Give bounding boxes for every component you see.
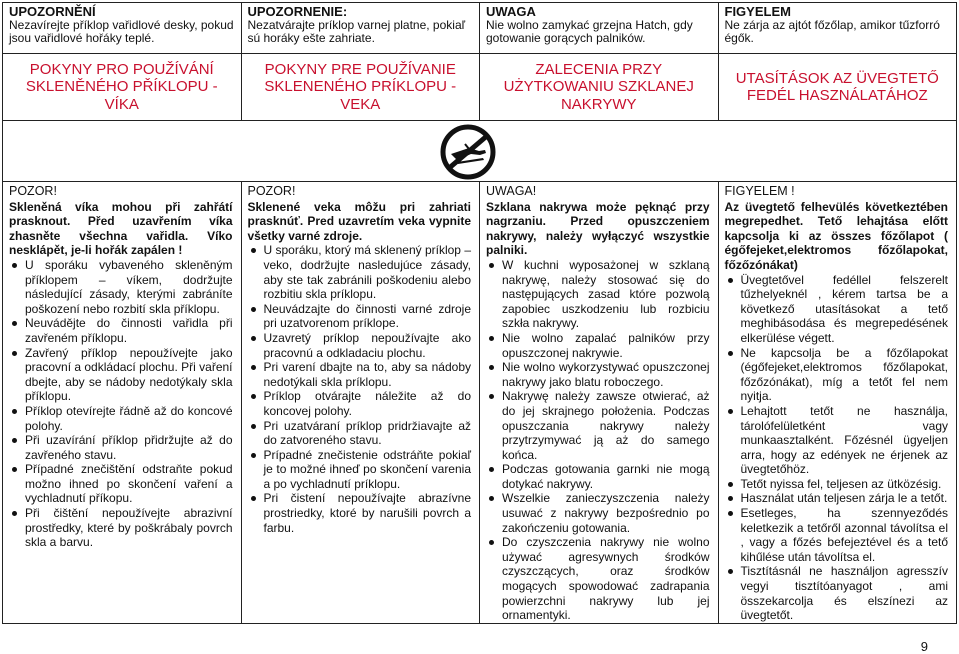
list-item: Při čištění nepoužívejte abrazivní prostředky, které by poškrábaly povrch skla a barvu.: [25, 506, 233, 550]
list-item: Při uzavírání příklop přidržujte až do zavřeného stavu.: [25, 433, 233, 462]
list-item: Nie wolno wykorzystywać opuszczonej nakrywy jako blatu roboczego.: [502, 360, 710, 389]
warning-cell-cz: [3, 3, 242, 54]
list-item: W kuchni wyposażonej w szklaną nakrywę, należy stosować się do następujących zasad które pozwolą zapobiec uszkodzeniu lub rozbiciu szkła nakrywy.: [502, 257, 710, 331]
list-item: U sporáku, ktorý má sklenený príklop – veko, dodržujte nasledujúce zásady, aby ste tak zabránili poškodeniu alebo rozbitiu skla príklopu.: [263, 243, 471, 302]
warning-text: Nezatvárajte príklop varnej platne, pokiaľ sú horáky ešte zahriate.: [247, 18, 466, 46]
section-title-pl: ZALECENIA PRZY UŻYTKOWANIU SZKLANEJ NAKRYWY: [480, 54, 719, 121]
list-item: Prípadné znečistenie odstráňte pokiaľ je to možné ihneď po skončení varenia a po vychladnutí príklopu.: [263, 447, 471, 491]
warning-cell-pl: [480, 3, 719, 54]
list-item: Nakrywę należy zawsze otwierać, aż do jej skrajnego położenia. Podczas opuszczania nakrywy należy przytrzymywać ją aż do samego końca.: [502, 389, 710, 462]
warning-text: Nie wolno zamykać grzejna Hatch, gdy gotowanie gorących palników.: [486, 18, 693, 46]
instruction-list: [248, 243, 472, 535]
warning-cell-hu: [718, 3, 957, 54]
page-number: 9: [920, 639, 928, 654]
list-item: U sporáku vybaveného skleněným příklopem – víkem, dodržujte následující zásady, kterými zabráníte poškození nebo rozbití skla příklopu.: [25, 257, 233, 316]
warning-text: Nezavírejte příklop vařidlové desky, pokud jsou vařidlové hořáky teplé.: [9, 18, 234, 46]
body-intro: Szklana nakrywa może pęknąć przy nagrzaniu. Przed opuszczeniem nakrywy, należy wyłączyć wszystkie palniki.: [486, 199, 710, 258]
warning-title: UWAGA: [486, 4, 536, 19]
list-item: Pri varení dbajte na to, aby sa nádoby nedotýkali skla príklopu.: [263, 360, 471, 389]
body-cell-hu: [718, 182, 957, 624]
warning-title: UPOZORNĚNÍ: [9, 4, 96, 19]
body-intro: Az üvegtető felhevülés következtében megrepedhet. Tető lehajtása előtt kapcsolja ki az összes főzőlapot ( égőfejeket,elektromos főzőlapokat, főzőzónákat): [724, 199, 948, 272]
warning-text: Ne zárja az ajtót főzőlap, amikor tűzforró égők.: [724, 18, 940, 46]
icon-row: [3, 121, 957, 182]
body-cell-sk: [241, 182, 480, 624]
no-pressing-on-glass-lid-icon: [435, 124, 501, 180]
list-item: Uzavretý príklop nepoužívajte ako pracovnú a odkladaciu plochu.: [263, 330, 471, 360]
body-cell-pl: [480, 182, 719, 624]
list-item: Tetőt nyissa fel, teljesen az ütközésig.: [741, 477, 949, 492]
warning-row: [3, 3, 957, 54]
body-intro: Skleněná víka mohou při zahřátí prasknout. Před uzavřením víka zhasněte všechna vařidla. Víko nesklápět, je-li hořák zapálen !: [9, 199, 233, 258]
list-item: Príklop otvárajte náležite až do koncovej polohy.: [263, 389, 471, 418]
body-warning: UWAGA!: [486, 184, 537, 198]
list-item: Podczas gotowania garnki nie mogą dotykać nakrywy.: [502, 462, 710, 491]
title-row: [3, 54, 957, 121]
section-title-sk: POKYNY PRE POUŽÍVANIE SKLENENÉHO PRÍKLOPU - VEKA: [241, 54, 480, 121]
list-item: Neuvádzajte do činnosti varné zdroje pri uzatvorenom príklope.: [263, 301, 471, 331]
warning-title: UPOZORNENIE:: [247, 4, 348, 19]
list-item: Případné znečištění odstraňte pokud možno ihned po skončení vaření a vychladnutí příkopu.: [25, 462, 233, 506]
body-intro: Sklenené veka môžu pri zahriati prasknúť. Pred uzavretím veka vypnite všetky varné zdroje.: [247, 199, 471, 243]
warning-title: FIGYELEM: [724, 4, 791, 19]
list-item: Nie wolno zapalać palników przy opuszczonej nakrywie.: [502, 330, 710, 360]
list-item: Příklop otevírejte řádně až do koncové polohy.: [25, 403, 233, 433]
instruction-list: [725, 273, 949, 623]
list-item: Üvegtetővel fedéllel felszerelt tűzhelyeknél , kérem tartsa be a következő utasításokat a tető meghibásodása és megrepedésének elkerülése végett.: [740, 272, 948, 345]
list-item: Neuvádějte do činnosti vařidla při zavřeném příklopu.: [25, 316, 233, 345]
instruction-list: [9, 258, 233, 550]
list-item: Pri uzatváraní príklop pridržiavajte až do zatvoreného stavu.: [263, 418, 471, 448]
body-warning: POZOR!: [9, 184, 57, 198]
section-title-cz: POKYNY PRO POUŽÍVÁNÍ SKLENĚNÉHO PŘÍKLOPU - VÍKA: [3, 54, 242, 121]
icon-cell: [3, 121, 957, 182]
warning-cell-sk: [241, 3, 480, 54]
list-item: Tisztításnál ne használjon agresszív vegyi tisztítóanyagot , ami összekarcolja és elszínezi az üvegtetőt.: [740, 564, 948, 623]
list-item: Wszelkie zanieczyszczenia należy usuwać z nakrywy bezpośrednio po zakończeniu gotowania.: [502, 491, 710, 535]
list-item: Lehajtott tetőt ne használja, tárolófelületként vagy munkaasztalként. Főzésnél ügyeljen arra, hogy az edények ne érjenek az üvegtetőhöz.: [740, 403, 948, 477]
list-item: Do czyszczenia nakrywy nie wolno używać agresywnych środków czyszczących, oraz środków mogących spowodować zadrapania powierzchni nakrywy lub jej ornamentyki.: [502, 535, 710, 623]
list-item: Pri čistení nepoužívajte abrazívne prostriedky, ktoré by narušili povrch a farbu.: [263, 491, 471, 535]
list-item: Esetleges, ha szennyeződés keletkezik a tetőről azonnal távolítsa el , vagy a főzés befejeztével és a tető kihűlése után távolítsa el.: [740, 506, 948, 564]
instruction-table: [2, 2, 957, 624]
body-cell-cz: [3, 182, 242, 624]
body-row: [3, 182, 957, 624]
list-item: Használat után teljesen zárja le a tetőt.: [740, 491, 948, 506]
list-item: Zavřený příklop nepoužívejte jako pracovní a odkládací plochu. Při vaření dbejte, aby se nádoby nedotýkaly skla příklopu.: [25, 345, 233, 404]
body-warning: FIGYELEM !: [724, 184, 795, 198]
list-item: Ne kapcsolja be a főzőlapokat (égőfejeket,elektromos főzőlapokat, főzőzónákat), míg a tetőt fel nem nyitja.: [740, 345, 948, 404]
section-title-hu: UTASÍTÁSOK AZ ÜVEGTETŐ FEDÉL HASZNÁLATÁHOZ: [718, 54, 957, 121]
body-warning: POZOR!: [247, 184, 296, 198]
instruction-list: [486, 258, 710, 623]
